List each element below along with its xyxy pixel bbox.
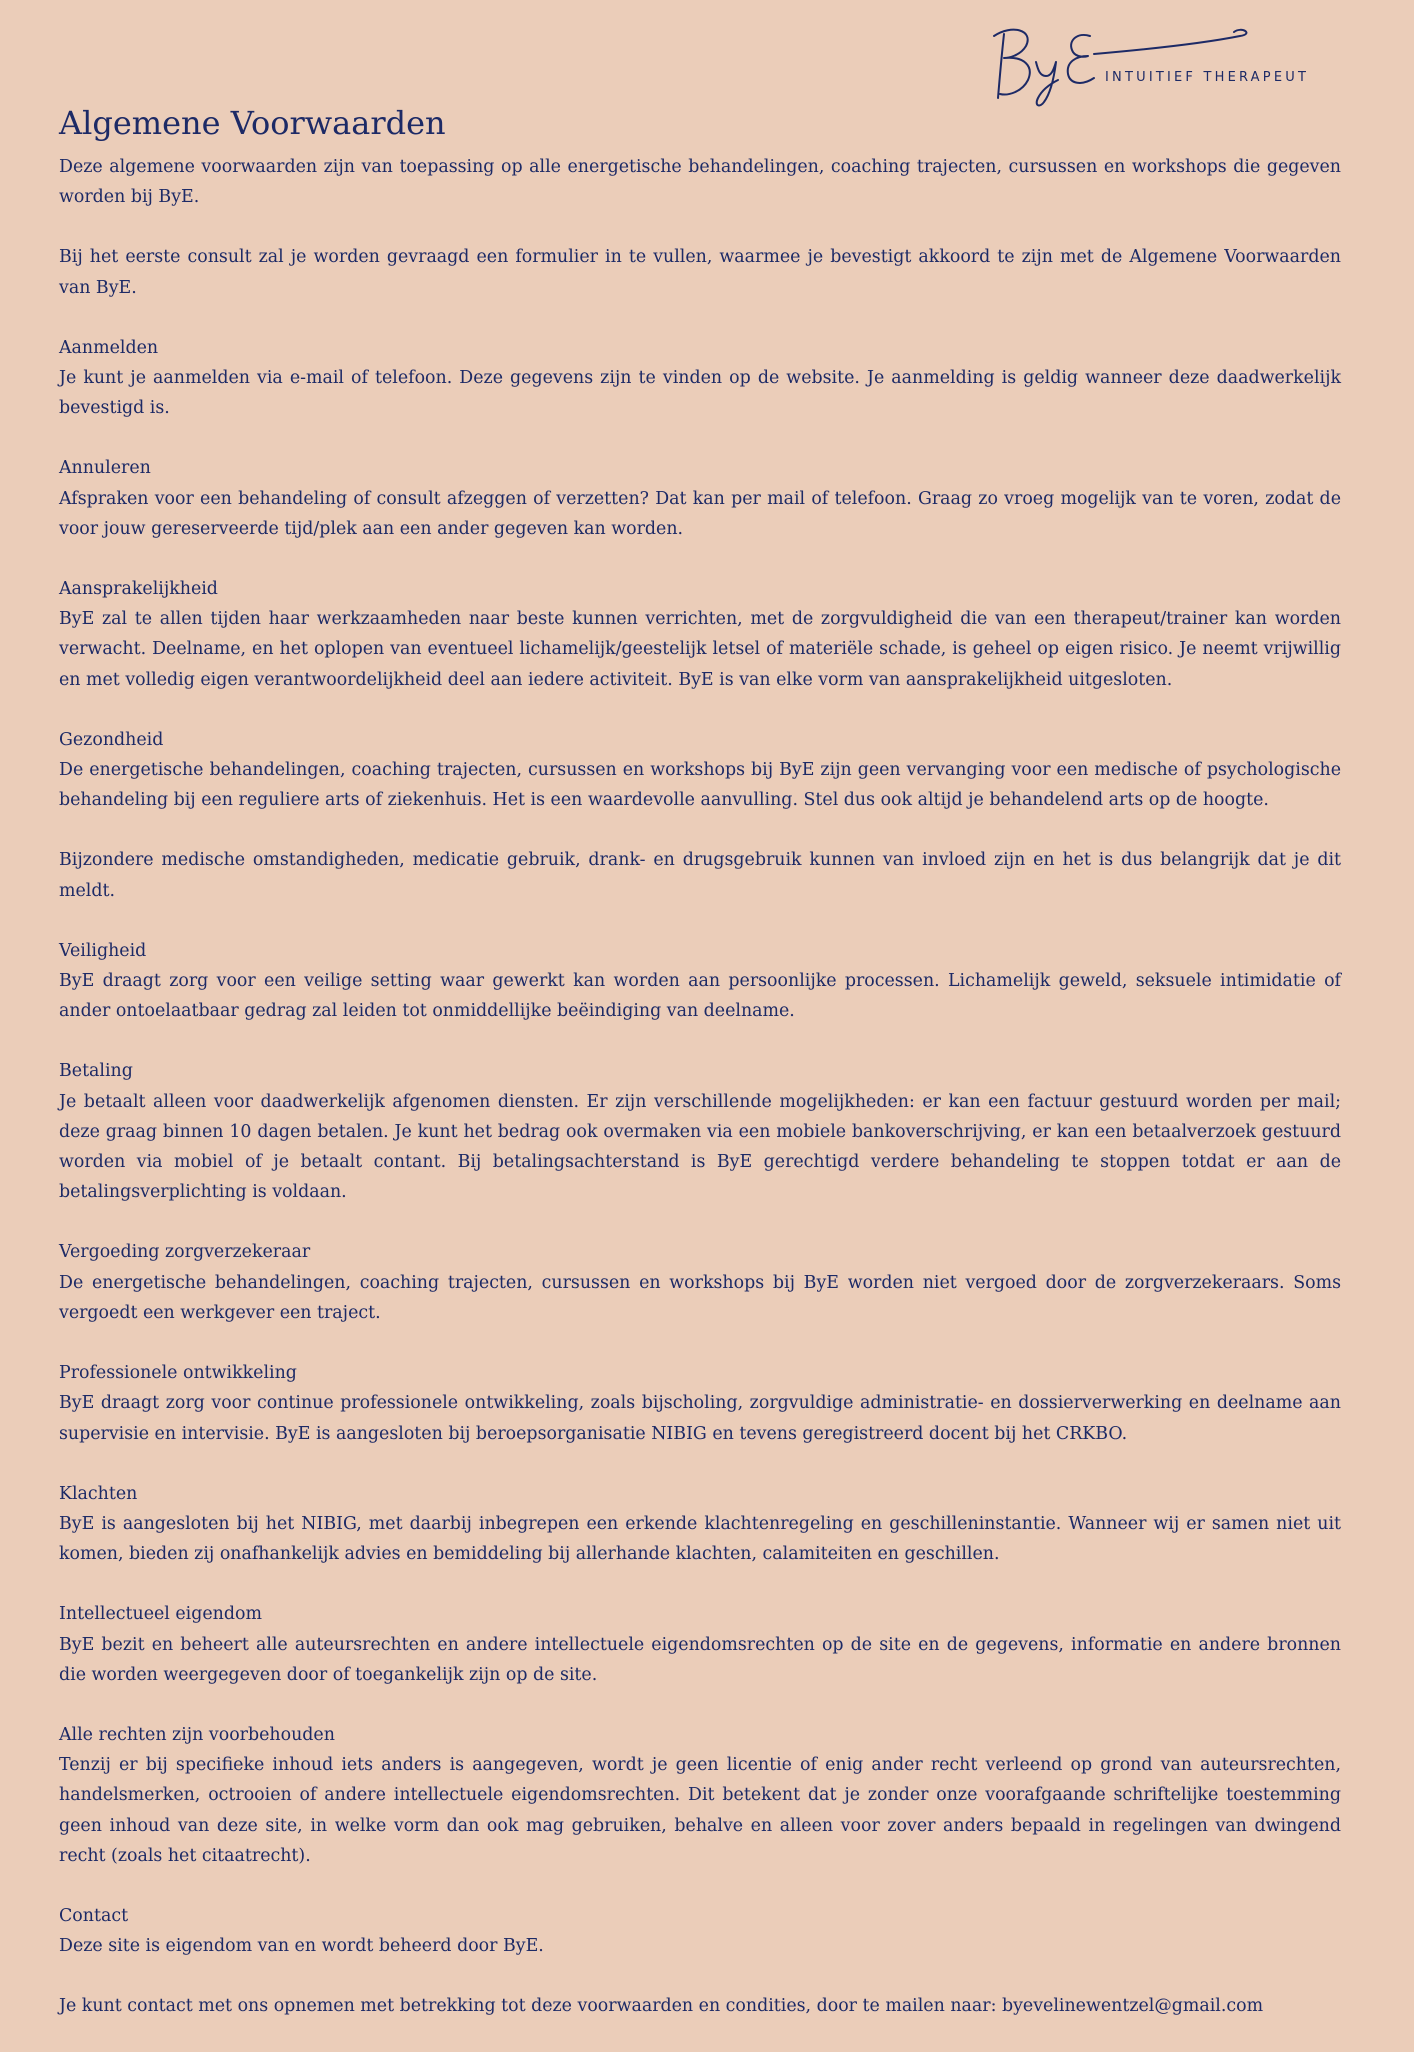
intro-paragraph: Deze algemene voorwaarden zijn van toepassing op alle energetische behandelingen, coaching trajecten, cursussen en workshops die gegeven worden bij ByE. bbox=[59, 157, 1341, 208]
section-heading: Vergoeding zorgverzekeraar bbox=[59, 1242, 311, 1263]
section-heading: Intellectueel eigendom bbox=[59, 1604, 262, 1625]
intro-paragraph: Bij het eerste consult zal je worden gevraagd een formulier in te vullen, waarmee je bevestigt akkoord te zijn met de Algemene Voorwaarden van ByE. bbox=[59, 247, 1341, 298]
section-betaling bbox=[59, 1056, 1341, 1207]
section-heading: Veiligheid bbox=[59, 940, 147, 961]
section-professionele-ontwikkeling bbox=[59, 1358, 1341, 1449]
terms-document bbox=[59, 98, 1341, 2052]
section-paragraph: ByE draagt zorg voor continue professionele ontwikkeling, zoals bijscholing, zorgvuldige administratie- en dossierverwerking en deelname aan supervisie en intervisie. ByE is aangesloten bij beroepsorganisatie NIBIG en tevens geregistreerd docent bij het CRKBO. bbox=[59, 1393, 1341, 1444]
section-alle-rechten bbox=[59, 1720, 1341, 1871]
section-heading: Alle rechten zijn voorbehouden bbox=[59, 1724, 335, 1745]
section-paragraph: Je betaalt alleen voor daadwerkelijk afgenomen diensten. Er zijn verschillende mogelijkheden: er kan een factuur gestuurd worden per mail; deze graag binnen 10 dagen betalen. Je kunt het bedrag ook overmaken via een mobiele bankoverschrijving, er kan een betaalverzoek gestuurd worden via mobiel of je betaalt contant. Bij betalingsachterstand is ByE gerechtigd verdere behandeling te stoppen totdat er aan de betalingsverplichting is voldaan. bbox=[59, 1091, 1341, 1203]
section-contact bbox=[59, 1901, 1341, 2022]
section-heading: Gezondheid bbox=[59, 729, 164, 750]
section-aansprakelijkheid bbox=[59, 574, 1341, 695]
section-heading: Aanmelden bbox=[59, 337, 159, 358]
section-paragraph: De energetische behandelingen, coaching trajecten, cursussen en workshops bij ByE zijn geen vervanging voor een medische of psychologische behandeling bij een reguliere arts of ziekenhuis. Het is een waardevolle aanvulling. Stel dus ook altijd je behandelend arts op de hoogte. bbox=[59, 760, 1341, 811]
page-title: Algemene Voorwaarden bbox=[59, 104, 446, 142]
section-paragraph: ByE is aangesloten bij het NIBIG, met daarbij inbegrepen een erkende klachtenregeling en geschilleninstantie. Wanneer wij er samen niet uit komen, bieden zij onafhankelijk advies en bemiddeling bij allerhande klachten, calamiteiten en geschillen. bbox=[59, 1513, 1341, 1565]
section-vergoeding-zorgverzekeraar bbox=[59, 1237, 1341, 1328]
logo-tagline: INTUITIEF THERAPEUT bbox=[1105, 70, 1310, 85]
section-heading: Annuleren bbox=[59, 458, 151, 479]
section-paragraph: De energetische behandelingen, coaching trajecten, cursussen en workshops bij ByE worden niet vergoed door de zorgverzekeraars. Soms vergoedt een werkgever een traject. bbox=[59, 1272, 1341, 1323]
section-annuleren bbox=[59, 453, 1341, 544]
section-paragraph: ByE zal te allen tijden haar werkzaamheden naar beste kunnen verrichten, met de zorgvuldigheid die van een therapeut/trainer kan worden verwacht. Deelname, en het oplopen van eventueel lichamelijk/geestelijk letsel of materiële schade, is geheel op eigen risico. Je neemt vrijwillig en met volledig eigen verantwoordelijkheid deel aan iedere activiteit. ByE is van elke vorm van aansprakelijkheid uitgesloten. bbox=[59, 609, 1341, 690]
section-paragraph: Je kunt je aanmelden via e-mail of telefoon. Deze gegevens zijn te vinden op de website. Je aanmelding is geldig wanneer deze daadwerkelijk bevestigd is. bbox=[59, 368, 1341, 419]
section-paragraph: Deze site is eigendom van en wordt beheerd door ByE. bbox=[59, 1936, 544, 1957]
section-heading: Aansprakelijkheid bbox=[59, 579, 218, 600]
section-aanmelden bbox=[59, 333, 1341, 424]
section-paragraph: Afspraken voor een behandeling of consult afzeggen of verzetten? Dat kan per mail of telefoon. Graag zo vroeg mogelijk van te voren, zodat de voor jouw gereserveerde tijd/plek aan een ander gegeven kan worden. bbox=[59, 488, 1341, 539]
section-klachten bbox=[59, 1479, 1341, 1570]
section-gezondheid bbox=[59, 725, 1341, 906]
contact-email-paragraph: Je kunt contact met ons opnemen met betrekking tot deze voorwaarden en condities, door te mailen naar: byevelinewentzel@gmail.com bbox=[59, 1996, 1264, 2017]
section-paragraph: ByE draagt zorg voor een veilige setting waar gewerkt kan worden aan persoonlijke processen. Lichamelijk geweld, seksuele intimidatie of ander ontoelaatbaar gedrag zal leiden tot onmiddellijke beëindiging van deelname. bbox=[59, 971, 1341, 1022]
section-paragraph: Tenzij er bij specifieke inhoud iets anders is aangegeven, wordt je geen licentie of enig ander recht verleend op grond van auteursrechten, handelsmerken, octrooien of andere intellectuele eigendomsrechten. Dit betekent dat je zonder onze voorafgaande schriftelijke toestemming geen inhoud van deze site, in welke vorm dan ook mag gebruiken, behalve en alleen voor zover anders bepaald in regelingen van dwingend recht (zoals het citaatrecht). bbox=[59, 1755, 1341, 1866]
section-heading: Contact bbox=[59, 1905, 129, 1926]
section-paragraph: ByE bezit en beheert alle auteursrechten en andere intellectuele eigendomsrechten op de site en de gegevens, informatie en andere bronnen die worden weergegeven door of toegankelijk zijn op de site. bbox=[59, 1634, 1341, 1685]
section-heading: Professionele ontwikkeling bbox=[59, 1363, 297, 1384]
section-heading: Klachten bbox=[59, 1483, 138, 1504]
section-paragraph: Bijzondere medische omstandigheden, medicatie gebruik, drank- en drugsgebruik kunnen van invloed zijn en het is dus belangrijk dat je dit meldt. bbox=[59, 850, 1341, 901]
section-veiligheid bbox=[59, 936, 1341, 1027]
section-heading: Betaling bbox=[59, 1061, 133, 1082]
section-intellectueel-eigendom bbox=[59, 1599, 1341, 1690]
